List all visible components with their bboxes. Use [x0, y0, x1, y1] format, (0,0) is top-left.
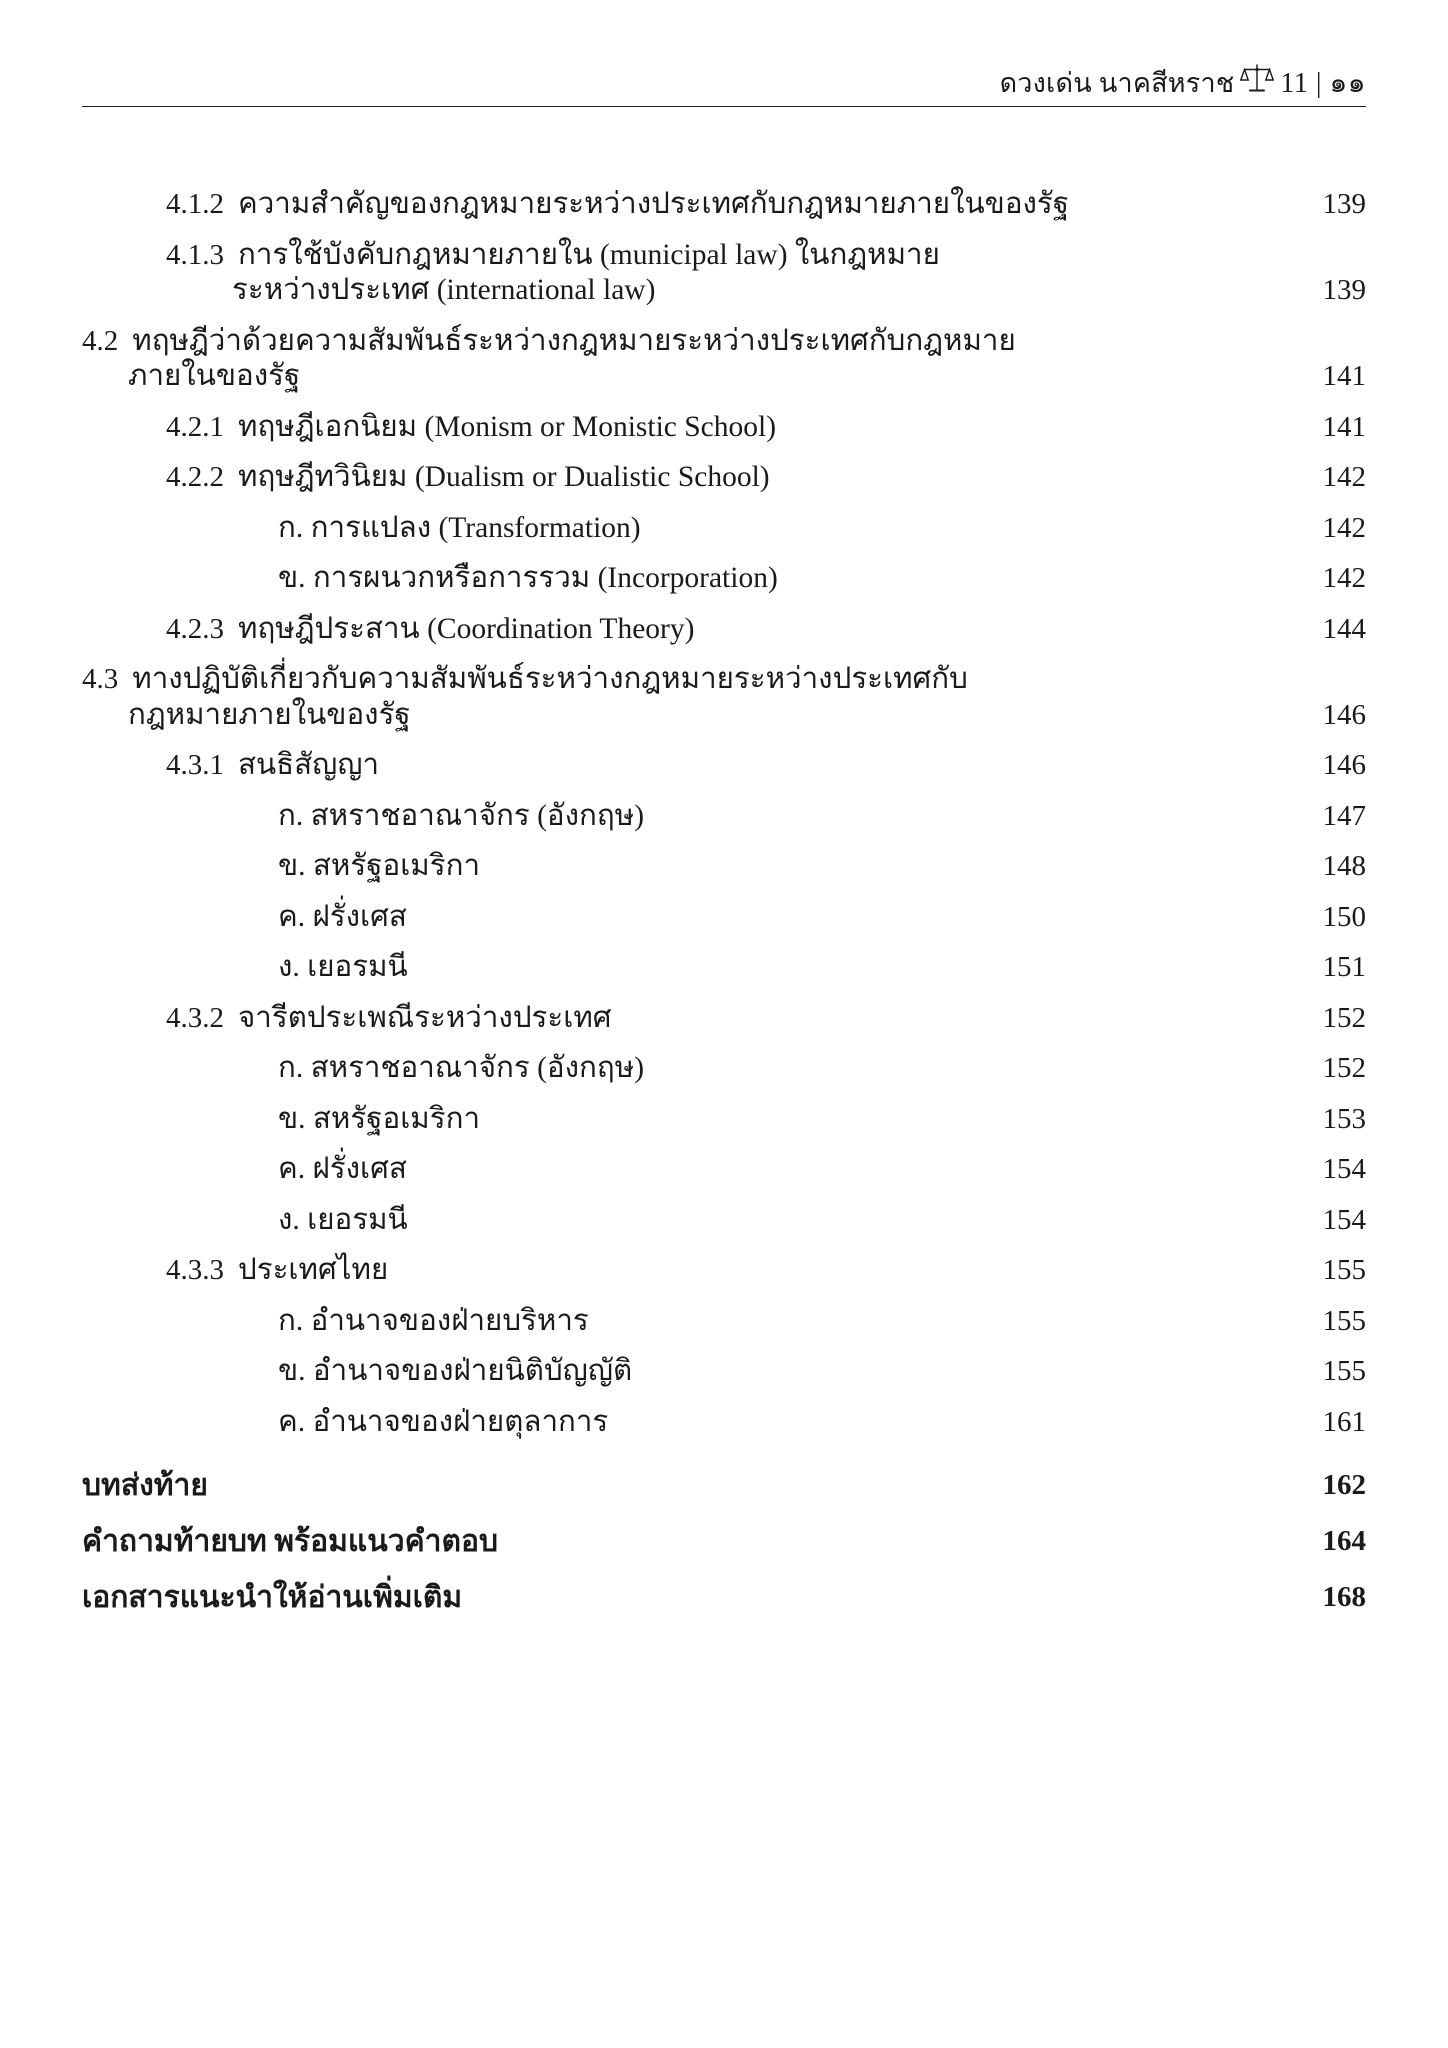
toc-entry[interactable] [82, 564, 1366, 594]
toc-entry-title: สนธิสัญญา [238, 749, 380, 781]
toc-entry-title: ข. การผนวกหรือการรวม (Incorporation) [278, 562, 778, 594]
toc-entry[interactable] [82, 852, 1366, 882]
toc-entry-page-number: 146 [1322, 698, 1366, 731]
toc-bottom-entry-page-number: 168 [1322, 1581, 1366, 1613]
toc-entry-title: ค. ฝรั่งเศส [278, 900, 407, 933]
toc-entry-page-number: 139 [1322, 188, 1366, 220]
toc-entry[interactable] [82, 665, 1366, 695]
toc-entry[interactable] [82, 324, 1366, 357]
toc-entry[interactable] [82, 1256, 1366, 1286]
toc-entry-title: ทฤษฎีว่าด้วยความสัมพันธ์ระหว่างกฎหมายระหว่างประเทศกับกฎหมาย [132, 324, 1016, 357]
toc-entry-number: 4.2.2 [166, 461, 224, 493]
toc-entry-title: ก. อำนาจของฝ่ายบริหาร [278, 1304, 589, 1337]
toc-entry[interactable] [82, 1405, 1366, 1438]
toc-entry-page-number: 141 [1322, 360, 1366, 392]
toc-entry-page-number: 139 [1322, 274, 1366, 306]
toc-bottom-entry-page-number: 162 [1322, 1469, 1366, 1501]
toc-entry-title: จารีตประเพณีระหว่างประเทศ [238, 1001, 612, 1034]
toc-entry[interactable] [82, 1203, 1366, 1236]
toc-entry[interactable] [82, 1001, 1366, 1034]
toc-entry[interactable] [82, 1054, 1366, 1084]
toc-bottom-entry[interactable] [82, 1583, 1366, 1613]
toc-bottom-entry-title: คำถามท้ายบท พร้อมแนวคำตอบ [82, 1525, 499, 1558]
toc-entry-title: ความสำคัญของกฎหมายระหว่างประเทศกับกฎหมายภายในของรัฐ [238, 188, 1070, 220]
toc-bottom-entries [82, 1471, 1366, 1613]
toc-entry-title: ค. อำนาจของฝ่ายตุลาการ [278, 1405, 609, 1438]
toc-entry-number: 4.1.3 [166, 238, 224, 271]
toc-entry[interactable] [82, 1155, 1366, 1185]
toc-entry[interactable] [82, 612, 1366, 645]
toc-bottom-entry[interactable] [82, 1527, 1366, 1557]
toc-entry-page-number: 146 [1322, 749, 1366, 781]
toc-entry[interactable] [82, 953, 1366, 983]
toc-entry-number: 4.3.1 [166, 749, 224, 781]
toc-entry[interactable] [82, 1102, 1366, 1135]
toc-entry-page-number: 142 [1322, 562, 1366, 594]
toc-entry[interactable] [82, 463, 1366, 493]
toc-entry-number: 4.2.1 [166, 410, 224, 443]
toc-entry-title: ง. เยอรมนี [278, 1203, 408, 1236]
toc-entry-page-number: 150 [1322, 900, 1366, 933]
toc-entry-title: ทางปฏิบัติเกี่ยวกับความสัมพันธ์ระหว่างกฎหมายระหว่างประเทศกับ [132, 663, 968, 695]
toc-entry-page-number: 154 [1322, 1153, 1366, 1185]
toc-entry-continuation[interactable] [82, 698, 1366, 731]
toc-entry-title: ก. สหราชอาณาจักร (อังกฤษ) [278, 799, 645, 832]
toc-bottom-entry-title: เอกสารแนะนำให้อ่านเพิ่มเติม [82, 1581, 463, 1614]
toc-entry-title: ง. เยอรมนี [278, 951, 408, 983]
toc-entry-page-number: 153 [1322, 1102, 1366, 1135]
toc-entry-title: ก. สหราชอาณาจักร (อังกฤษ) [278, 1052, 645, 1084]
table-of-contents [82, 190, 1366, 1639]
toc-entry-title: ก. การแปลง (Transformation) [278, 511, 641, 544]
running-header [0, 58, 1448, 105]
toc-entry-page-number: 142 [1322, 461, 1366, 493]
scales-of-justice-icon [1234, 61, 1280, 100]
toc-entry-number: 4.1.2 [166, 188, 224, 220]
toc-entry-page-number: 141 [1322, 410, 1366, 443]
toc-entry-title: ข. อำนาจของฝ่ายนิติบัญญัติ [278, 1355, 633, 1387]
toc-entry-number: 4.2.3 [166, 612, 224, 645]
toc-bottom-entry-title: บทส่งท้าย [82, 1469, 208, 1502]
header-divider [82, 106, 1366, 107]
toc-entry-title: ทฤษฎีเอกนิยม (Monism or Monistic School) [238, 410, 777, 443]
header-folio: 11 | ๑๑ [1280, 68, 1366, 99]
toc-entry-page-number: 154 [1322, 1203, 1366, 1236]
toc-bottom-entry-page-number: 164 [1322, 1525, 1366, 1557]
toc-entry-title: ทฤษฎีประสาน (Coordination Theory) [238, 612, 695, 645]
toc-entry-page-number: 161 [1322, 1405, 1366, 1438]
toc-entry-title: ข. สหรัฐอเมริกา [278, 1102, 481, 1135]
toc-entry[interactable] [82, 1357, 1366, 1387]
toc-entry-list [82, 190, 1366, 1437]
toc-entry-title: ประเทศไทย [238, 1254, 389, 1286]
toc-entry-number: 4.2 [82, 324, 119, 357]
toc-entry[interactable] [82, 751, 1366, 781]
toc-entry-title: การใช้บังคับกฎหมายภายใน (municipal law) ในกฎหมาย [238, 238, 940, 271]
toc-entry-page-number: 148 [1322, 850, 1366, 882]
toc-entry[interactable] [82, 900, 1366, 933]
toc-entry-title: ทฤษฎีทวินิยม (Dualism or Dualistic School) [238, 461, 770, 493]
toc-entry-page-number: 155 [1322, 1355, 1366, 1387]
toc-entry-number: 4.3 [82, 663, 119, 695]
toc-entry-page-number: 151 [1322, 951, 1366, 983]
toc-entry-continuation[interactable] [82, 276, 1366, 306]
toc-entry[interactable] [82, 410, 1366, 443]
toc-entry[interactable] [82, 1304, 1366, 1337]
toc-bottom-entry[interactable] [82, 1471, 1366, 1501]
toc-entry-title: ค. ฝรั่งเศส [278, 1153, 407, 1185]
toc-entry-page-number: 144 [1322, 612, 1366, 645]
toc-entry-continuation[interactable] [82, 362, 1366, 392]
toc-entry-page-number: 155 [1322, 1304, 1366, 1337]
toc-entry[interactable] [82, 799, 1366, 832]
toc-entry-page-number: 152 [1322, 1052, 1366, 1084]
toc-entry-title-continued: ระหว่างประเทศ (international law) [232, 274, 656, 306]
toc-entry[interactable] [82, 190, 1366, 220]
toc-entry-page-number: 152 [1322, 1001, 1366, 1034]
toc-entry[interactable] [82, 511, 1366, 544]
toc-entry[interactable] [82, 238, 1366, 271]
toc-entry-title-continued: กฎหมายภายในของรัฐ [128, 698, 411, 731]
toc-entry-number: 4.3.3 [166, 1254, 224, 1286]
toc-entry-title-continued: ภายในของรัฐ [128, 360, 301, 392]
toc-entry-page-number: 155 [1322, 1254, 1366, 1286]
header-author: ดวงเด่น นาคสีหราช [999, 68, 1235, 98]
toc-entry-number: 4.3.2 [166, 1001, 224, 1034]
toc-entry-page-number: 142 [1322, 511, 1366, 544]
toc-entry-page-number: 147 [1322, 799, 1366, 832]
toc-entry-title: ข. สหรัฐอเมริกา [278, 850, 481, 882]
